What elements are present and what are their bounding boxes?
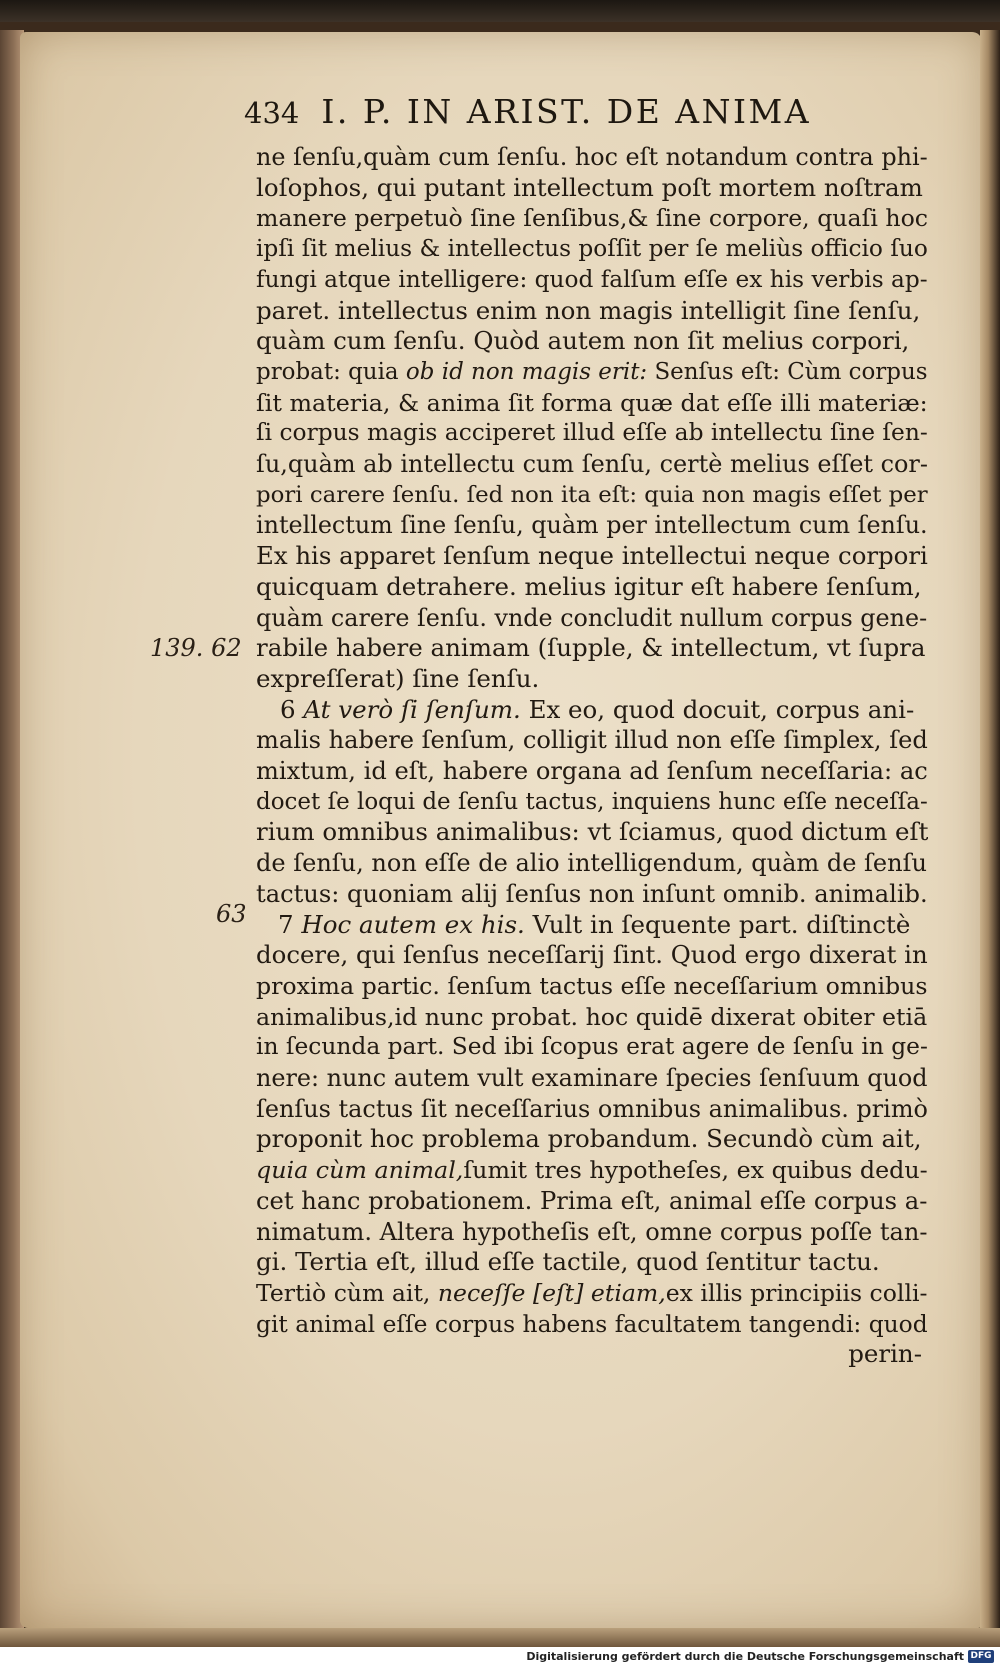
text-line xyxy=(256,662,539,696)
text-segment: Vult in ſequente part. diſtinctè xyxy=(524,909,911,939)
text-segment: loſophos, qui putant intellectum poſt mortem noſtram xyxy=(256,172,923,202)
text-segment: nimatum. Altera hypotheſis eſt, omne corpus poſſe tan- xyxy=(256,1217,928,1246)
text-line xyxy=(256,324,909,358)
text-segment: expreſſerat) ſine ſenſu. xyxy=(256,663,540,693)
text-line xyxy=(256,140,928,174)
text-segment: tactus: quoniam alij ſenſus non inſunt omnib. animalib. xyxy=(256,879,928,908)
text-line xyxy=(256,171,923,205)
text-line xyxy=(256,815,928,849)
text-line xyxy=(256,1245,880,1279)
text-segment: paret. intellectus enim non magis intelligit ſine ſenſu, xyxy=(256,295,921,325)
page-number: 434 xyxy=(244,96,300,130)
text-segment: ſi corpus magis acciperet illud eſſe ab intellectu ſine ſen- xyxy=(256,419,928,447)
text-segment: manere perpetuò ſine ſenſibus,& ſine corpore, quaſi hoc xyxy=(256,204,929,233)
text-line xyxy=(256,386,928,420)
text-segment: quicquam detrahere. melius igitur eſt habere ſenſum, xyxy=(256,571,922,601)
text-line xyxy=(256,447,928,481)
text-line xyxy=(256,478,928,512)
text-segment: proponit hoc problema probandum. Secundò cùm ait, xyxy=(256,1124,922,1154)
text-segment: in ſecunda part. Sed ibi ſcopus erat agere de ſenſu in ge- xyxy=(256,1033,928,1061)
text-line xyxy=(256,601,927,635)
text-segment: animalibus,id nunc probat. hoc quidē dixerat obiter etiā xyxy=(256,1002,928,1031)
text-segment: ipſi ſit melius & intellectus poſſit per ſe meliùs officio ſuo xyxy=(256,235,928,263)
text-segment: rium omnibus animalibus: vt ſciamus, quod dictum eſt xyxy=(256,817,929,847)
italic-quote: ob id non magis erit: xyxy=(405,358,648,385)
text-line xyxy=(256,1030,928,1064)
page-right-edge xyxy=(980,30,1000,1635)
text-segment: Tertiò cùm ait, xyxy=(256,1278,438,1307)
text-segment: malis habere ſenſum, colligit illud non eſſe ſimplex, ſed xyxy=(256,726,928,755)
text-line xyxy=(256,232,928,266)
text-segment: fungi atque intelligere: quod falſum eſſe ex his verbis ap- xyxy=(256,265,928,293)
text-line xyxy=(848,1337,922,1371)
page-header xyxy=(244,92,812,132)
text-line xyxy=(256,355,928,389)
text-segment: de ſenſu, non eſſe de alio intelligendum, quàm de ſenſu xyxy=(256,849,927,878)
text-line xyxy=(256,416,928,450)
text-segment: ne ſenſu,quàm cum ſenſu. hoc eſt notandum contra phi- xyxy=(256,143,928,171)
text-segment: ſumit tres hypotheſes, ex quibus dedu- xyxy=(463,1156,928,1185)
text-segment: mixtum, id eſt, habere organa ad ſenſum neceſſaria: ac xyxy=(256,757,928,785)
text-line xyxy=(256,1153,928,1187)
text-segment: probat: quia xyxy=(256,358,406,385)
text-segment: Ex his apparet ſenſum neque intellectui neque corpori xyxy=(256,541,928,571)
text-line xyxy=(256,938,928,972)
italic-quote: Hoc autem ex his. xyxy=(301,909,525,939)
text-segment: ſu,quàm ab intellectu cum ſenſu, certè melius eſſet cor- xyxy=(256,450,928,478)
text-segment: quàm carere ſenſu. vnde concludit nullum corpus gene- xyxy=(256,603,928,632)
text-segment: docet ſe loqui de ſenſu tactus, inquiens hunc eſſe neceſſa- xyxy=(256,788,928,815)
text-line xyxy=(256,631,926,665)
text-line xyxy=(256,785,928,819)
text-line xyxy=(256,877,928,911)
text-line xyxy=(256,539,928,573)
text-line xyxy=(256,1061,928,1095)
italic-quote: neceſſe [eſt] etiam, xyxy=(437,1278,666,1307)
text-segment: proxima partic. ſenſum tactus eſſe neceſſarium omnibus xyxy=(256,971,928,1000)
text-line xyxy=(256,846,927,880)
italic-quote: At verò ſi ſenſum. xyxy=(303,694,521,724)
text-segment: ex illis principiis colli- xyxy=(665,1278,928,1307)
text-line xyxy=(256,263,928,297)
text-segment: perin- xyxy=(848,1339,922,1369)
text-line xyxy=(278,908,910,942)
text-line xyxy=(256,969,928,1003)
text-segment: 6 xyxy=(280,694,304,724)
text-segment: gi. Tertia eſt, illud eſſe tactile, quod ſentitur tactu. xyxy=(256,1247,880,1277)
margin-note: 63 xyxy=(216,900,247,928)
text-segment: quàm cum ſenſu. Quòd autem non ſit melius corpori, xyxy=(256,326,910,356)
text-segment: ſenſus tactus ſit neceſſarius omnibus animalibus. primò xyxy=(256,1094,928,1123)
text-line xyxy=(256,570,922,604)
text-segment: 7 xyxy=(278,909,302,939)
text-segment: ſit materia, & anima ſit forma quæ dat eſſe illi materiæ: xyxy=(256,388,928,417)
text-line xyxy=(256,1000,927,1034)
dfg-logo-icon: DFG xyxy=(968,1650,994,1663)
text-segment: cet hanc probationem. Prima eſt, animal eſſe corpus a- xyxy=(256,1186,928,1215)
margin-note: 139. 62 xyxy=(150,634,242,662)
text-segment: pori carere ſenſu. ſed non ita eſt: quia non magis eſſet per xyxy=(256,481,928,508)
text-segment: Ex eo, quod docuit, corpus ani- xyxy=(520,694,915,724)
text-segment: rabile habere animam (ſupple, & intellectum, vt ſupra xyxy=(256,633,926,663)
italic-quote: quia cùm animal, xyxy=(256,1156,464,1185)
text-line xyxy=(280,693,914,727)
text-line xyxy=(256,754,928,788)
text-segment: intellectum ſine ſenſu, quàm per intellectum cum ſenſu. xyxy=(256,511,928,540)
text-line xyxy=(256,294,920,328)
text-segment: Senſus eſt: Cùm corpus xyxy=(647,358,928,385)
text-line xyxy=(256,1184,927,1218)
text-line xyxy=(256,723,928,757)
running-title: I. P. IN ARIST. DE ANIMA xyxy=(321,92,812,131)
body-text xyxy=(256,140,928,1440)
text-line xyxy=(256,1122,922,1156)
text-line xyxy=(256,201,928,235)
text-segment: docere, qui ſenſus neceſſarij ſint. Quod ergo dixerat in xyxy=(256,940,928,970)
text-line xyxy=(256,1092,928,1126)
text-line xyxy=(256,1215,928,1249)
text-line xyxy=(256,1276,927,1310)
text-segment: git animal eſſe corpus habens facultatem tangendi: quod xyxy=(256,1309,928,1338)
text-line xyxy=(256,1307,928,1341)
text-line xyxy=(256,508,928,542)
digitization-credit: Digitalisierung gefördert durch die Deutsche Forschungsgemeinschaft xyxy=(526,1650,964,1663)
page-bottom-edge xyxy=(0,1628,1000,1648)
text-segment: nere: nunc autem vult examinare ſpecies ſenſuum quod xyxy=(256,1064,928,1092)
